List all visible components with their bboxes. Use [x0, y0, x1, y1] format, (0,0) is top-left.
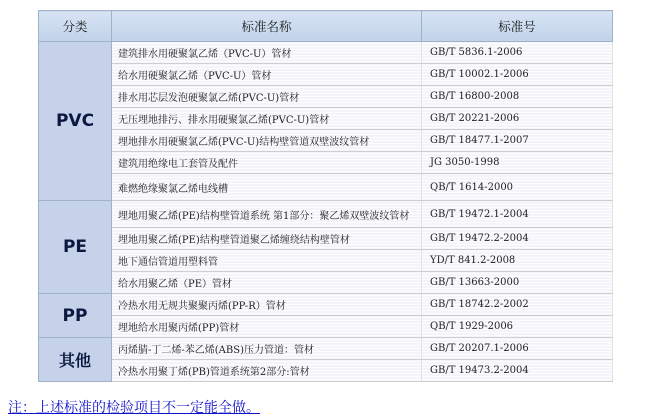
standard-name-cell: 冷热水用无规共聚聚丙烯(PP-R）管材	[112, 294, 422, 316]
standard-code-cell: GB/T 10002.1-2006	[422, 64, 613, 86]
category-cell: PE	[39, 201, 112, 294]
standard-name-cell: 埋地排水用硬聚氯乙烯(PVC-U)结构壁管道双壁波纹管材	[112, 130, 422, 152]
table-row	[39, 130, 613, 152]
table-row	[39, 108, 613, 130]
header-category: 分类	[39, 11, 112, 42]
table-row	[39, 228, 613, 250]
table-row	[39, 360, 613, 382]
standard-code-cell: GB/T 19473.2-2004	[422, 360, 613, 382]
standard-name-cell: 建筑用绝缘电工套管及配件	[112, 152, 422, 174]
table-row	[39, 152, 613, 174]
standard-name-cell: 地下通信管道用塑料管	[112, 250, 422, 272]
standard-code-cell: GB/T 18477.1-2007	[422, 130, 613, 152]
footnote: 注：上述标准的检验项目不一定能全做。	[8, 400, 260, 416]
table-row	[39, 86, 613, 108]
table-row	[39, 250, 613, 272]
standard-name-cell: 埋地用聚乙烯(PE)结构壁管道聚乙烯缠绕结构壁管材	[112, 228, 422, 250]
category-cell: 其他	[39, 338, 112, 382]
standard-code-cell: GB/T 19472.1-2004	[422, 201, 613, 228]
standard-code-cell: GB/T 20221-2006	[422, 108, 613, 130]
standard-code-cell: QB/T 1929-2006	[422, 316, 613, 338]
standard-code-cell: GB/T 18742.2-2002	[422, 294, 613, 316]
standard-name-cell: 给水用聚乙烯（PE）管材	[112, 272, 422, 294]
table-row	[39, 316, 613, 338]
standards-table-container	[38, 10, 612, 382]
table-row	[39, 64, 613, 86]
standard-name-cell: 给水用硬聚氯乙烯（PVC-U）管材	[112, 64, 422, 86]
standard-name-cell: 建筑排水用硬聚氯乙烯（PVC-U）管材	[112, 42, 422, 64]
standard-name-cell: 丙烯腈-丁二烯-苯乙烯(ABS)压力管道：管材	[112, 338, 422, 360]
category-cell: PVC	[39, 42, 112, 201]
standard-code-cell: GB/T 19472.2-2004	[422, 228, 613, 250]
standard-name-cell: 排水用芯层发泡硬聚氯乙烯(PVC-U)管材	[112, 86, 422, 108]
header-standard-code: 标准号	[422, 11, 613, 42]
standard-code-cell: JG 3050-1998	[422, 152, 613, 174]
table-row	[39, 201, 613, 228]
standard-code-cell: GB/T 20207.1-2006	[422, 338, 613, 360]
standard-code-cell: QB/T 1614-2000	[422, 174, 613, 201]
standard-name-cell: 难燃绝缘聚氯乙烯电线槽	[112, 174, 422, 201]
standard-name-cell: 无压埋地排污、排水用硬聚氯乙烯(PVC-U)管材	[112, 108, 422, 130]
standard-name-cell: 冷热水用聚丁烯(PB)管道系统第2部分:管材	[112, 360, 422, 382]
table-row	[39, 294, 613, 316]
standard-code-cell: GB/T 16800-2008	[422, 86, 613, 108]
standards-table	[38, 10, 613, 382]
table-row	[39, 42, 613, 64]
header-standard-name: 标准名称	[112, 11, 422, 42]
table-header-row	[39, 11, 613, 42]
standard-name-cell: 埋地给水用聚丙烯(PP)管材	[112, 316, 422, 338]
standard-code-cell: GB/T 13663-2000	[422, 272, 613, 294]
standard-code-cell: GB/T 5836.1-2006	[422, 42, 613, 64]
table-row	[39, 174, 613, 201]
standard-code-cell: YD/T 841.2-2008	[422, 250, 613, 272]
table-body	[39, 42, 613, 382]
standard-name-cell: 埋地用聚乙烯(PE)结构壁管道系统 第1部分：聚乙烯双壁波纹管材	[112, 201, 422, 228]
table-row	[39, 272, 613, 294]
table-row	[39, 338, 613, 360]
category-cell: PP	[39, 294, 112, 338]
